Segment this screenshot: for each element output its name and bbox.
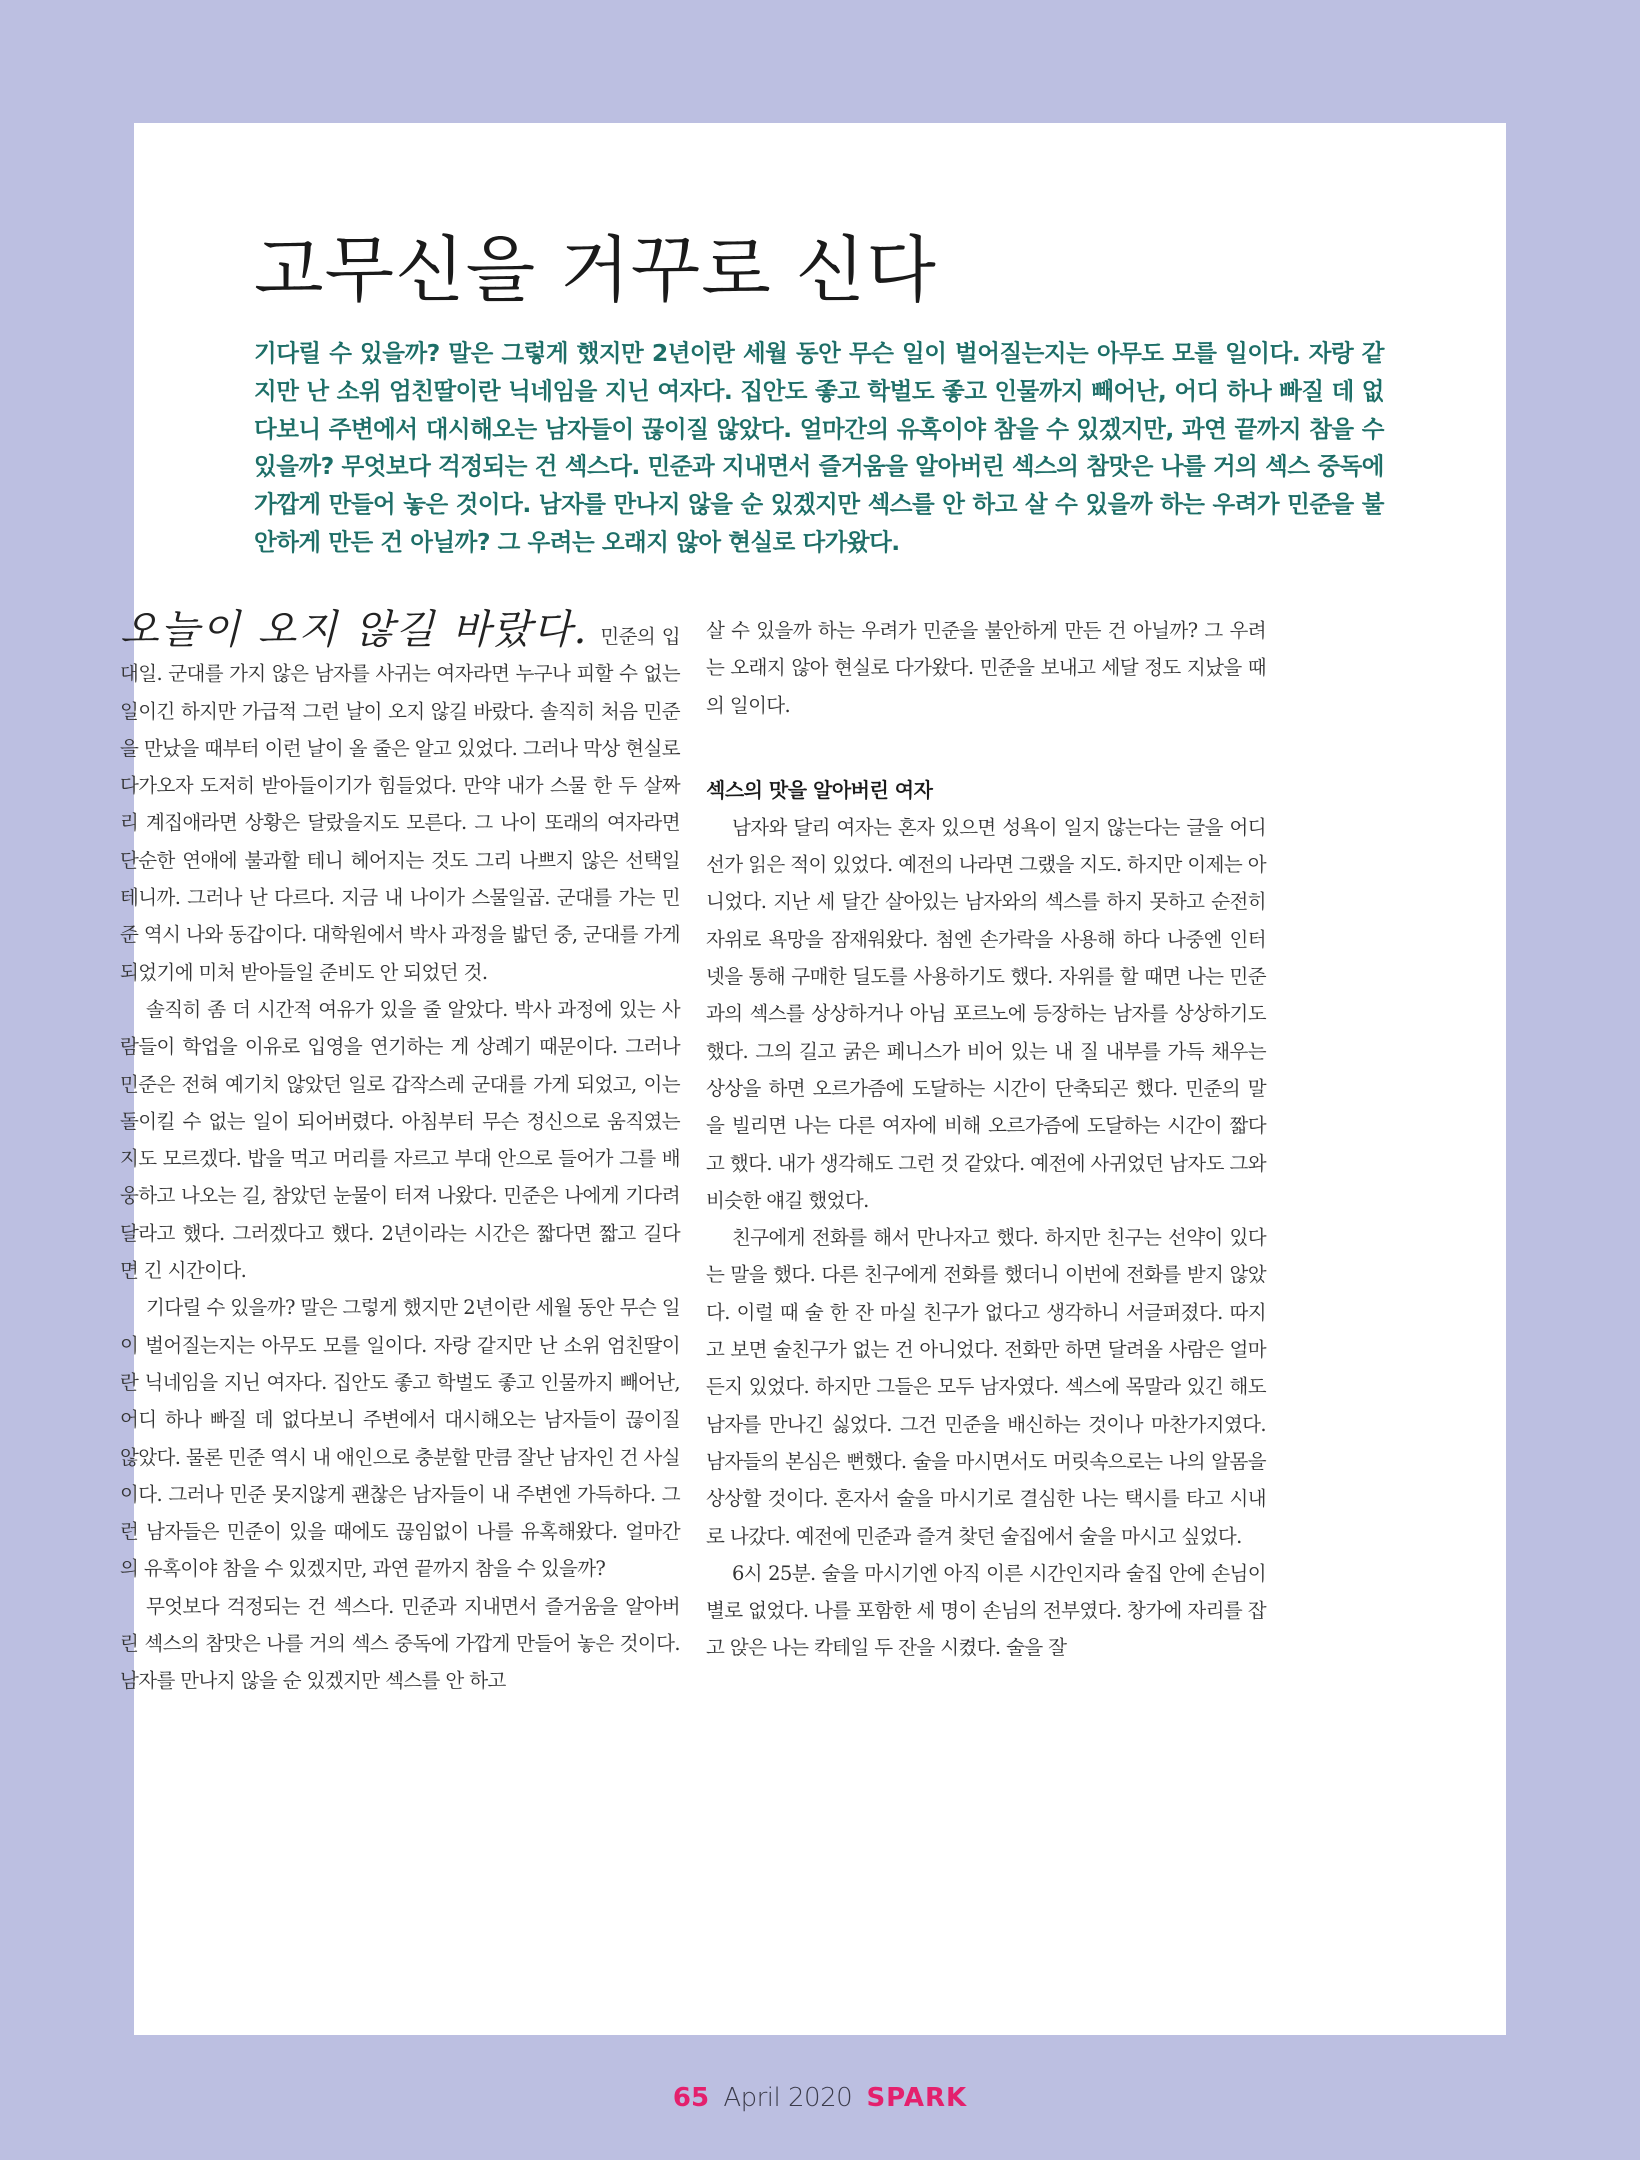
article-title: 고무신을 거꾸로 신다 xyxy=(254,228,937,312)
section-subheading: 섹스의 맛을 알아버린 여자 xyxy=(706,777,933,802)
body-paragraph xyxy=(120,607,680,991)
body-paragraph: 남자와 달리 여자는 혼자 있으면 성욕이 일지 않는다는 글을 어디선가 읽은 적이 있었다. 예전의 나라면 그랬을 지도. 하지만 이제는 아니었다. 지난 세 달간 살아있는 남자와의 섹스를 하지 못하고 순전히 자위로 욕망을 잠재워왔다. 첨엔 손가락을 사용해 하다 나중엔 인터넷을 통해 구매한 딜도를 사용하기도 했다. 자위를 할 때면 나는 민준과의 섹스를 상상하거나 아님 포르노에 등장하는 남자를 상상하기도 했다. 그의 길고 굵은 페니스가 비어 있는 내 질 내부를 가득 채우는 상상을 하면 오르가즘에 도달하는 시간이 단축되곤 했다. 민준의 말을 빌리면 나는 다른 여자에 비해 오르가즘에 도달하는 시간이 짧다고 했다. 내가 생각해도 그런 것 같았다. 예전에 사귀었던 남자도 그와 비슷한 얘길 했었다. xyxy=(706,815,1266,1212)
body-paragraph: 6시 25분. 술을 마시기엔 아직 이른 시간인지라 술집 안에 손님이 별로 없었다. 나를 포함한 세 명이 손님의 전부였다. 창가에 자리를 잡고 앉은 나는 칵테일 두 잔을 시켰다. 술을 잘 xyxy=(706,1561,1266,1660)
magazine-name: SPARK xyxy=(866,2083,968,2113)
body-paragraph: 기다릴 수 있을까? 말은 그렇게 했지만 2년이란 세월 동안 무슨 일이 벌어질는지는 아무도 모를 일이다. 자랑 같지만 난 소위 엄친딸이란 닉네임을 지닌 여자다. 집안도 좋고 학벌도 좋고 인물까지 빼어난, 어디 하나 빠질 데 없다보니 주변에서 대시해오는 남자들이 끊이질 않았다. 물론 민준 역시 내 애인으로 충분할 만큼 잘난 남자인 건 사실이다. 그러나 민준 못지않게 괜찮은 남자들이 내 주변엔 가득하다. 그런 남자들은 민준이 있을 때에도 끊임없이 나를 유혹해왔다. 얼마간의 유혹이야 참을 수 있겠지만, 과연 끝까지 참을 수 있을까? xyxy=(120,1296,680,1581)
page-footer xyxy=(0,2083,1640,2113)
page-number: 65 xyxy=(672,2083,710,2113)
body-paragraph: 솔직히 좀 더 시간적 여유가 있을 줄 알았다. 박사 과정에 있는 사람들이 학업을 이유로 입영을 연기하는 게 상례기 때문이다. 그러나 민준은 전혀 예기치 않았던 일로 갑작스레 군대를 가게 되었고, 이는 돌이킬 수 없는 일이 되어버렸다. 아침부터 무슨 정신으로 움직였는지도 모르겠다. 밥을 먹고 머리를 자르고 부대 안으로 들어가 그를 배웅하고 나오는 길, 참았던 눈물이 터져 나왔다. 민준은 나에게 기다려달라고 했다. 그러겠다고 했다. 2년이라는 시간은 짧다면 짧고 길다면 긴 시간이다. xyxy=(120,997,680,1283)
body-paragraph: 무엇보다 걱정되는 건 섹스다. 민준과 지내면서 즐거움을 알아버린 섹스의 참맛은 나를 거의 섹스 중독에 가깝게 만들어 놓은 것이다. 남자를 만나지 않을 순 있겠지만 섹스를 안 하고 xyxy=(120,1594,680,1693)
body-paragraph: 친구에게 전화를 해서 만나자고 했다. 하지만 친구는 선약이 있다는 말을 했다. 다른 친구에게 전화를 했더니 이번에 전화를 받지 않았다. 이럴 때 술 한 잔 마실 친구가 없다고 생각하니 서글퍼졌다. 따지고 보면 술친구가 없는 건 아니었다. 전화만 하면 달려올 사람은 얼마든지 있었다. 하지만 그들은 모두 남자였다. 섹스에 목말라 있긴 해도 남자를 만나긴 싫었다. 그건 민준을 배신하는 것이나 마찬가지였다. 남자들의 본심은 뻔했다. 술을 마시면서도 머릿속으로는 나의 알몸을 상상할 것이다. 혼자서 술을 마시기로 결심한 나는 택시를 타고 시내로 나갔다. 예전에 민준과 즐겨 찾던 술집에서 술을 마시고 싶었다. xyxy=(706,1226,1266,1548)
body-text: 민준의 입대일. 군대를 가지 않은 남자를 사귀는 여자라면 누구나 피할 수 없는 일이긴 하지만 가급적 그런 날이 오지 않길 바랐다. 솔직히 처음 민준을 만났을 때부터 이런 날이 올 줄은 알고 있었다. 그러나 막상 현실로 다가오자 도저히 받아들이기가 힘들었다. 만약 내가 스물 한 두 살짜리 계집애라면 상황은 달랐을지도 모른다. 그 나이 또래의 여자라면 단순한 연애에 불과할 테니 헤어지는 것도 그리 나쁘지 않은 선택일 테니까. 그러나 난 다르다. 지금 내 나이가 스물일곱. 군대를 가는 민준 역시 나와 동갑이다. 대학원에서 박사 과정을 밟던 중, 군대를 가게 되었기에 미처 받아들일 준비도 안 되었던 것. xyxy=(120,625,680,984)
issue-date: April 2020 xyxy=(723,2083,853,2113)
opening-phrase: 오늘이 오지 않길 바랐다. xyxy=(120,607,589,653)
left-column xyxy=(120,607,680,1700)
article-lead: 기다릴 수 있을까? 말은 그렇게 했지만 2년이란 세월 동안 무슨 일이 벌어질는지는 아무도 모를 일이다. 자랑 같지만 난 소위 엄친딸이란 닉네임을 지닌 여자다. 집안도 좋고 학벌도 좋고 인물까지 빼어난, 어디 하나 빠질 데 없다보니 주변에서 대시해오는 남자들이 끊이질 않았다. 얼마간의 유혹이야 참을 수 있겠지만, 과연 끝까지 참을 수 있을까? 무엇보다 걱정되는 건 섹스다. 민준과 지내면서 즐거움을 알아버린 섹스의 참맛은 나를 거의 섹스 중독에 가깝게 만들어 놓은 것이다. 남자를 만나지 않을 순 있겠지만 섹스를 안 하고 살 수 있을까 하는 우려가 민준을 불안하게 만든 건 아닐까? 그 우려는 오래지 않아 현실로 다가왔다. xyxy=(254,339,1384,556)
body-paragraph: 살 수 있을까 하는 우려가 민준을 불안하게 만든 건 아닐까? 그 우려는 오래지 않아 현실로 다가왔다. 민준을 보내고 세달 정도 지났을 때의 일이다. xyxy=(706,619,1266,717)
right-column xyxy=(706,612,1266,1667)
